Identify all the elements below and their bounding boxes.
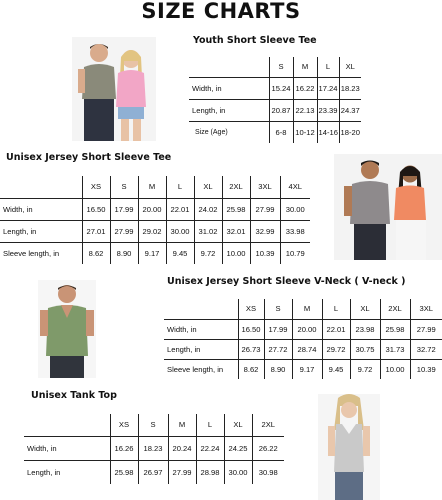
table-cell: 8.90 [264, 359, 292, 379]
table-cell: 23.39 [317, 99, 339, 121]
table-cell: 9.45 [166, 242, 194, 264]
table-row [189, 77, 361, 99]
row-label: Length, in [164, 339, 238, 359]
table-cell: 9.45 [322, 359, 350, 379]
table-row [189, 99, 361, 121]
table-cell: 15.24 [269, 77, 293, 99]
table-cell: 31.02 [194, 220, 222, 242]
table-cell: 10.39 [416, 364, 436, 374]
unisex-tee-models-image [334, 154, 442, 260]
table-cell: 24.25 [224, 436, 252, 460]
vneck-tee-title: Unisex Jersey Short Sleeve V-Neck ( V-neck ) [167, 276, 406, 287]
header-cell: XS [82, 176, 110, 198]
table-cell: 28.98 [196, 460, 224, 484]
table-header-row [24, 414, 284, 436]
table-cell: 6-8 [269, 121, 293, 143]
table-row [164, 319, 442, 339]
table-cell: 16.50 [238, 319, 264, 339]
table-cell: 17.99 [110, 198, 138, 220]
table-cell: 20.00 [138, 198, 166, 220]
unisex-tee-title: Unisex Jersey Short Sleeve Tee [6, 152, 172, 163]
table-cell: 16.22 [293, 77, 317, 99]
table-cell: 32.01 [222, 220, 250, 242]
header-cell [0, 176, 82, 198]
table-cell: 27.72 [264, 339, 292, 359]
header-cell: S [264, 299, 292, 319]
table-row [164, 359, 442, 379]
header-cell: 3XL [250, 176, 280, 198]
table-cell: 29.02 [138, 220, 166, 242]
table-cell: 10-12 [293, 121, 317, 143]
table-header-row [164, 299, 442, 319]
table-cell: 30.75 [350, 339, 380, 359]
row-label: Width, in [0, 198, 82, 220]
vneck-size-table [164, 299, 442, 379]
table-cell: 9.17 [138, 242, 166, 264]
header-cell: 2XL [222, 176, 250, 198]
table-cell: 27.01 [82, 220, 110, 242]
header-cell: XS [110, 414, 138, 436]
table-cell: 30.00 [280, 198, 310, 220]
tank-top-title: Unisex Tank Top [31, 390, 117, 401]
table-row [24, 436, 284, 460]
header-cell: XS [238, 299, 264, 319]
header-cell: S [269, 57, 293, 77]
page-title: SIZE CHARTS [141, 0, 301, 23]
table-cell: 27.99 [250, 198, 280, 220]
table-cell: 10.39 [250, 242, 280, 264]
table-cell: 22.01 [166, 198, 194, 220]
header-cell: S [138, 414, 168, 436]
table-cell: 16.26 [110, 436, 138, 460]
table-cell: 27.99 [110, 220, 138, 242]
table-row [189, 121, 361, 143]
header-cell: XL [350, 299, 380, 319]
table-cell: 27.99 [410, 319, 442, 339]
row-label: Size (Age) [189, 121, 269, 143]
table-cell: 33.98 [280, 220, 310, 242]
vneck-model-photo [38, 280, 96, 378]
table-cell: 24.37 [339, 99, 361, 121]
table-cell: 22.13 [293, 99, 317, 121]
table-header-row [0, 176, 310, 198]
table-row [0, 220, 310, 242]
row-label: Sleeve length, in [164, 359, 238, 379]
header-cell: 2XL [380, 299, 410, 319]
table-cell: 27.99 [168, 460, 196, 484]
table-cell: 20.87 [269, 99, 293, 121]
table-cell: 17.99 [264, 319, 292, 339]
table-cell: 9.17 [292, 359, 322, 379]
table-cell: 29.72 [322, 339, 350, 359]
table-cell: 16.50 [82, 198, 110, 220]
table-cell: 25.98 [110, 460, 138, 484]
row-label: Length, in [189, 99, 269, 121]
header-cell: L [166, 176, 194, 198]
table-row [0, 198, 310, 220]
table-cell: 14-16 [317, 121, 339, 143]
table-cell: 17.24 [317, 77, 339, 99]
table-cell: 28.74 [292, 339, 322, 359]
table-cell: 18-20 [340, 127, 360, 137]
table-cell: 26.97 [138, 460, 168, 484]
table-row [24, 460, 284, 484]
table-cell: 9.72 [194, 242, 222, 264]
youth-size-table [189, 57, 361, 143]
tank-model-image [318, 394, 380, 500]
table-row [0, 242, 310, 264]
table-cell: 20.24 [168, 436, 196, 460]
table-header-row [189, 57, 361, 77]
row-label: Length, in [24, 460, 110, 484]
header-cell: 3XL [410, 299, 442, 319]
table-cell: 18.23 [138, 436, 168, 460]
table-cell: 26.73 [238, 339, 264, 359]
table-cell: 10.79 [285, 248, 305, 258]
row-label: Width, in [164, 319, 238, 339]
table-cell: 25.98 [222, 198, 250, 220]
youth-models-photo [72, 37, 156, 141]
table-cell: 8.62 [238, 359, 264, 379]
unisex-tee-size-table [0, 176, 310, 264]
table-cell: 30.98 [258, 467, 278, 477]
table-cell: 25.98 [380, 319, 410, 339]
table-cell: 32.72 [410, 339, 442, 359]
table-cell: 20.00 [292, 319, 322, 339]
header-cell: XL [224, 414, 252, 436]
row-label: Sleeve length, in [0, 242, 82, 264]
header-cell: M [168, 414, 196, 436]
header-cell: M [138, 176, 166, 198]
header-cell: XL [194, 176, 222, 198]
unisex-tee-models-photo [334, 154, 442, 260]
table-cell: 31.73 [380, 339, 410, 359]
header-cell: M [293, 57, 317, 77]
table-cell: 10.00 [380, 359, 410, 379]
tank-size-table [24, 414, 284, 484]
tank-model-photo [318, 394, 380, 500]
vneck-model-image [38, 280, 96, 378]
table-cell: 23.98 [350, 319, 380, 339]
header-cell [189, 57, 269, 77]
table-cell: 26.22 [252, 436, 284, 460]
table-cell: 9.72 [350, 359, 380, 379]
header-cell [164, 299, 238, 319]
header-cell: S [110, 176, 138, 198]
table-cell: 30.00 [166, 220, 194, 242]
header-cell: L [322, 299, 350, 319]
youth-tee-title: Youth Short Sleeve Tee [193, 35, 317, 46]
table-cell: 30.00 [224, 460, 252, 484]
row-label: Width, in [189, 77, 269, 99]
table-cell: 24.02 [194, 198, 222, 220]
header-cell: 4XL [280, 176, 310, 198]
header-cell: M [292, 299, 322, 319]
header-cell: 2XL [252, 414, 284, 436]
header-cell: L [196, 414, 224, 436]
youth-models-image [72, 37, 156, 141]
table-cell: 8.90 [110, 242, 138, 264]
header-cell: L [317, 57, 339, 77]
header-cell: XL [339, 57, 361, 77]
row-label: Width, in [24, 436, 110, 460]
row-label: Length, in [0, 220, 82, 242]
table-cell: 22.24 [196, 436, 224, 460]
table-cell: 8.62 [82, 242, 110, 264]
table-cell: 32.99 [250, 220, 280, 242]
table-cell: 18.23 [339, 77, 361, 99]
table-row [164, 339, 442, 359]
table-cell: 10.00 [222, 242, 250, 264]
header-cell [24, 414, 110, 436]
table-cell: 22.01 [322, 319, 350, 339]
